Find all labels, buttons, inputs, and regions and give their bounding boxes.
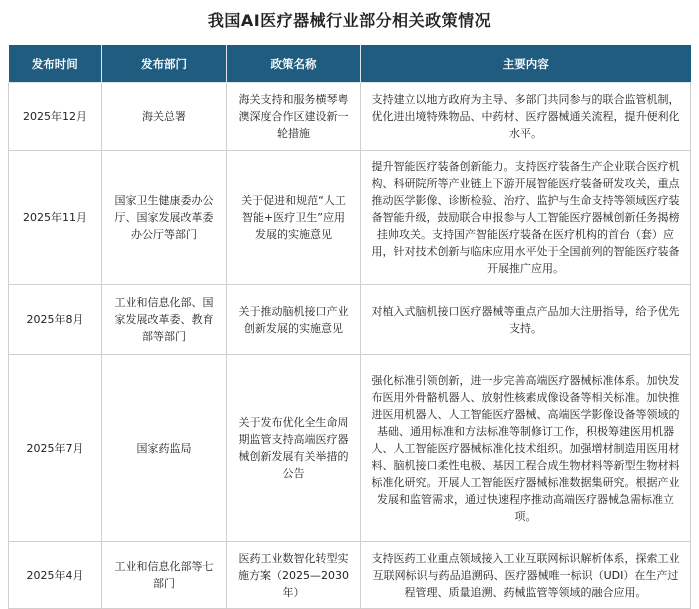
cell-department: 工业和信息化部等七部门	[102, 542, 227, 609]
cell-policy-name: 海关支持和服务横琴粤澳深度合作区建设新一轮措施	[227, 83, 361, 151]
header-date: 发布时间	[9, 45, 102, 83]
header-policy-name: 政策名称	[227, 45, 361, 83]
table-row	[9, 285, 691, 355]
cell-date: 2025年4月	[9, 542, 102, 609]
page-title: 我国AI医疗器械行业部分相关政策情况	[207, 11, 492, 30]
cell-main-content: 强化标准引领创新，进一步完善高端医疗器械标准体系。加快发布医用外骨骼机器人、放射性核素成像设备等相关标准。加快推进医用机器人、人工智能医疗器械、高端医学影像设备等领域的基础、通用标准和方法标准等制修订工作，积极筹建医用机器人、人工智能医疗器械标准化技术组织。加强增材制造用医用材料、脑机接口柔性电极、基因工程合成生物材料等新型生物材料标准化研究。开展人工智能医疗器械标准数据集研究。根据产业发展和监管需求，通过快速程序推动高端医疗器械急需标准立项。	[361, 355, 691, 542]
table-row	[9, 83, 691, 151]
cell-date: 2025年12月	[9, 83, 102, 151]
table-row	[9, 355, 691, 542]
table-header-row	[9, 45, 691, 83]
table-row	[9, 151, 691, 285]
cell-main-content: 提升智能医疗装备创新能力。支持医疗装备生产企业联合医疗机构、科研院所等产业链上下游开展智能医疗装备研发攻关，重点推动医学影像、诊断检验、治疗、监护与生命支持等领域医疗装备智能升级，鼓励联合申报参与人工智能医疗器械创新任务揭榜挂帅攻关。支持国产智能医疗装备在医疗机构的首台（套）应用，针对技术创新与临床应用水平处于全国前列的智能医疗装备开展推广应用。	[361, 151, 691, 285]
cell-main-content: 支持建立以地方政府为主导、多部门共同参与的联合监管机制，优化进出境特殊物品、中药材、医疗器械通关流程，提升便利化水平。	[361, 83, 691, 151]
cell-policy-name: 关于推动脑机接口产业创新发展的实施意见	[227, 285, 361, 355]
cell-department: 海关总署	[102, 83, 227, 151]
cell-date: 2025年7月	[9, 355, 102, 542]
cell-date: 2025年11月	[9, 151, 102, 285]
table-row	[9, 542, 691, 609]
policy-table	[8, 45, 691, 609]
header-main-content: 主要内容	[361, 45, 691, 83]
cell-main-content: 对植入式脑机接口医疗器械等重点产品加大注册指导，给予优先支持。	[361, 285, 691, 355]
cell-department: 国家药监局	[102, 355, 227, 542]
cell-policy-name: 医药工业数智化转型实施方案（2025—2030年）	[227, 542, 361, 609]
cell-main-content: 支持医药工业重点领域接入工业互联网标识解析体系，探索工业互联网标识与药品追溯码、医疗器械唯一标识（UDI）在生产过程管理、质量追溯、药械监管等领域的融合应用。	[361, 542, 691, 609]
cell-date: 2025年8月	[9, 285, 102, 355]
cell-policy-name: 关于发布优化全生命周期监管支持高端医疗器械创新发展有关举措的公告	[227, 355, 361, 542]
cell-policy-name: 关于促进和规范“人工智能+医疗卫生”应用发展的实施意见	[227, 151, 361, 285]
cell-department: 工业和信息化部、国家发展改革委、教育部等部门	[102, 285, 227, 355]
header-department: 发布部门	[102, 45, 227, 83]
cell-department: 国家卫生健康委办公厅、国家发展改革委办公厅等部门	[102, 151, 227, 285]
